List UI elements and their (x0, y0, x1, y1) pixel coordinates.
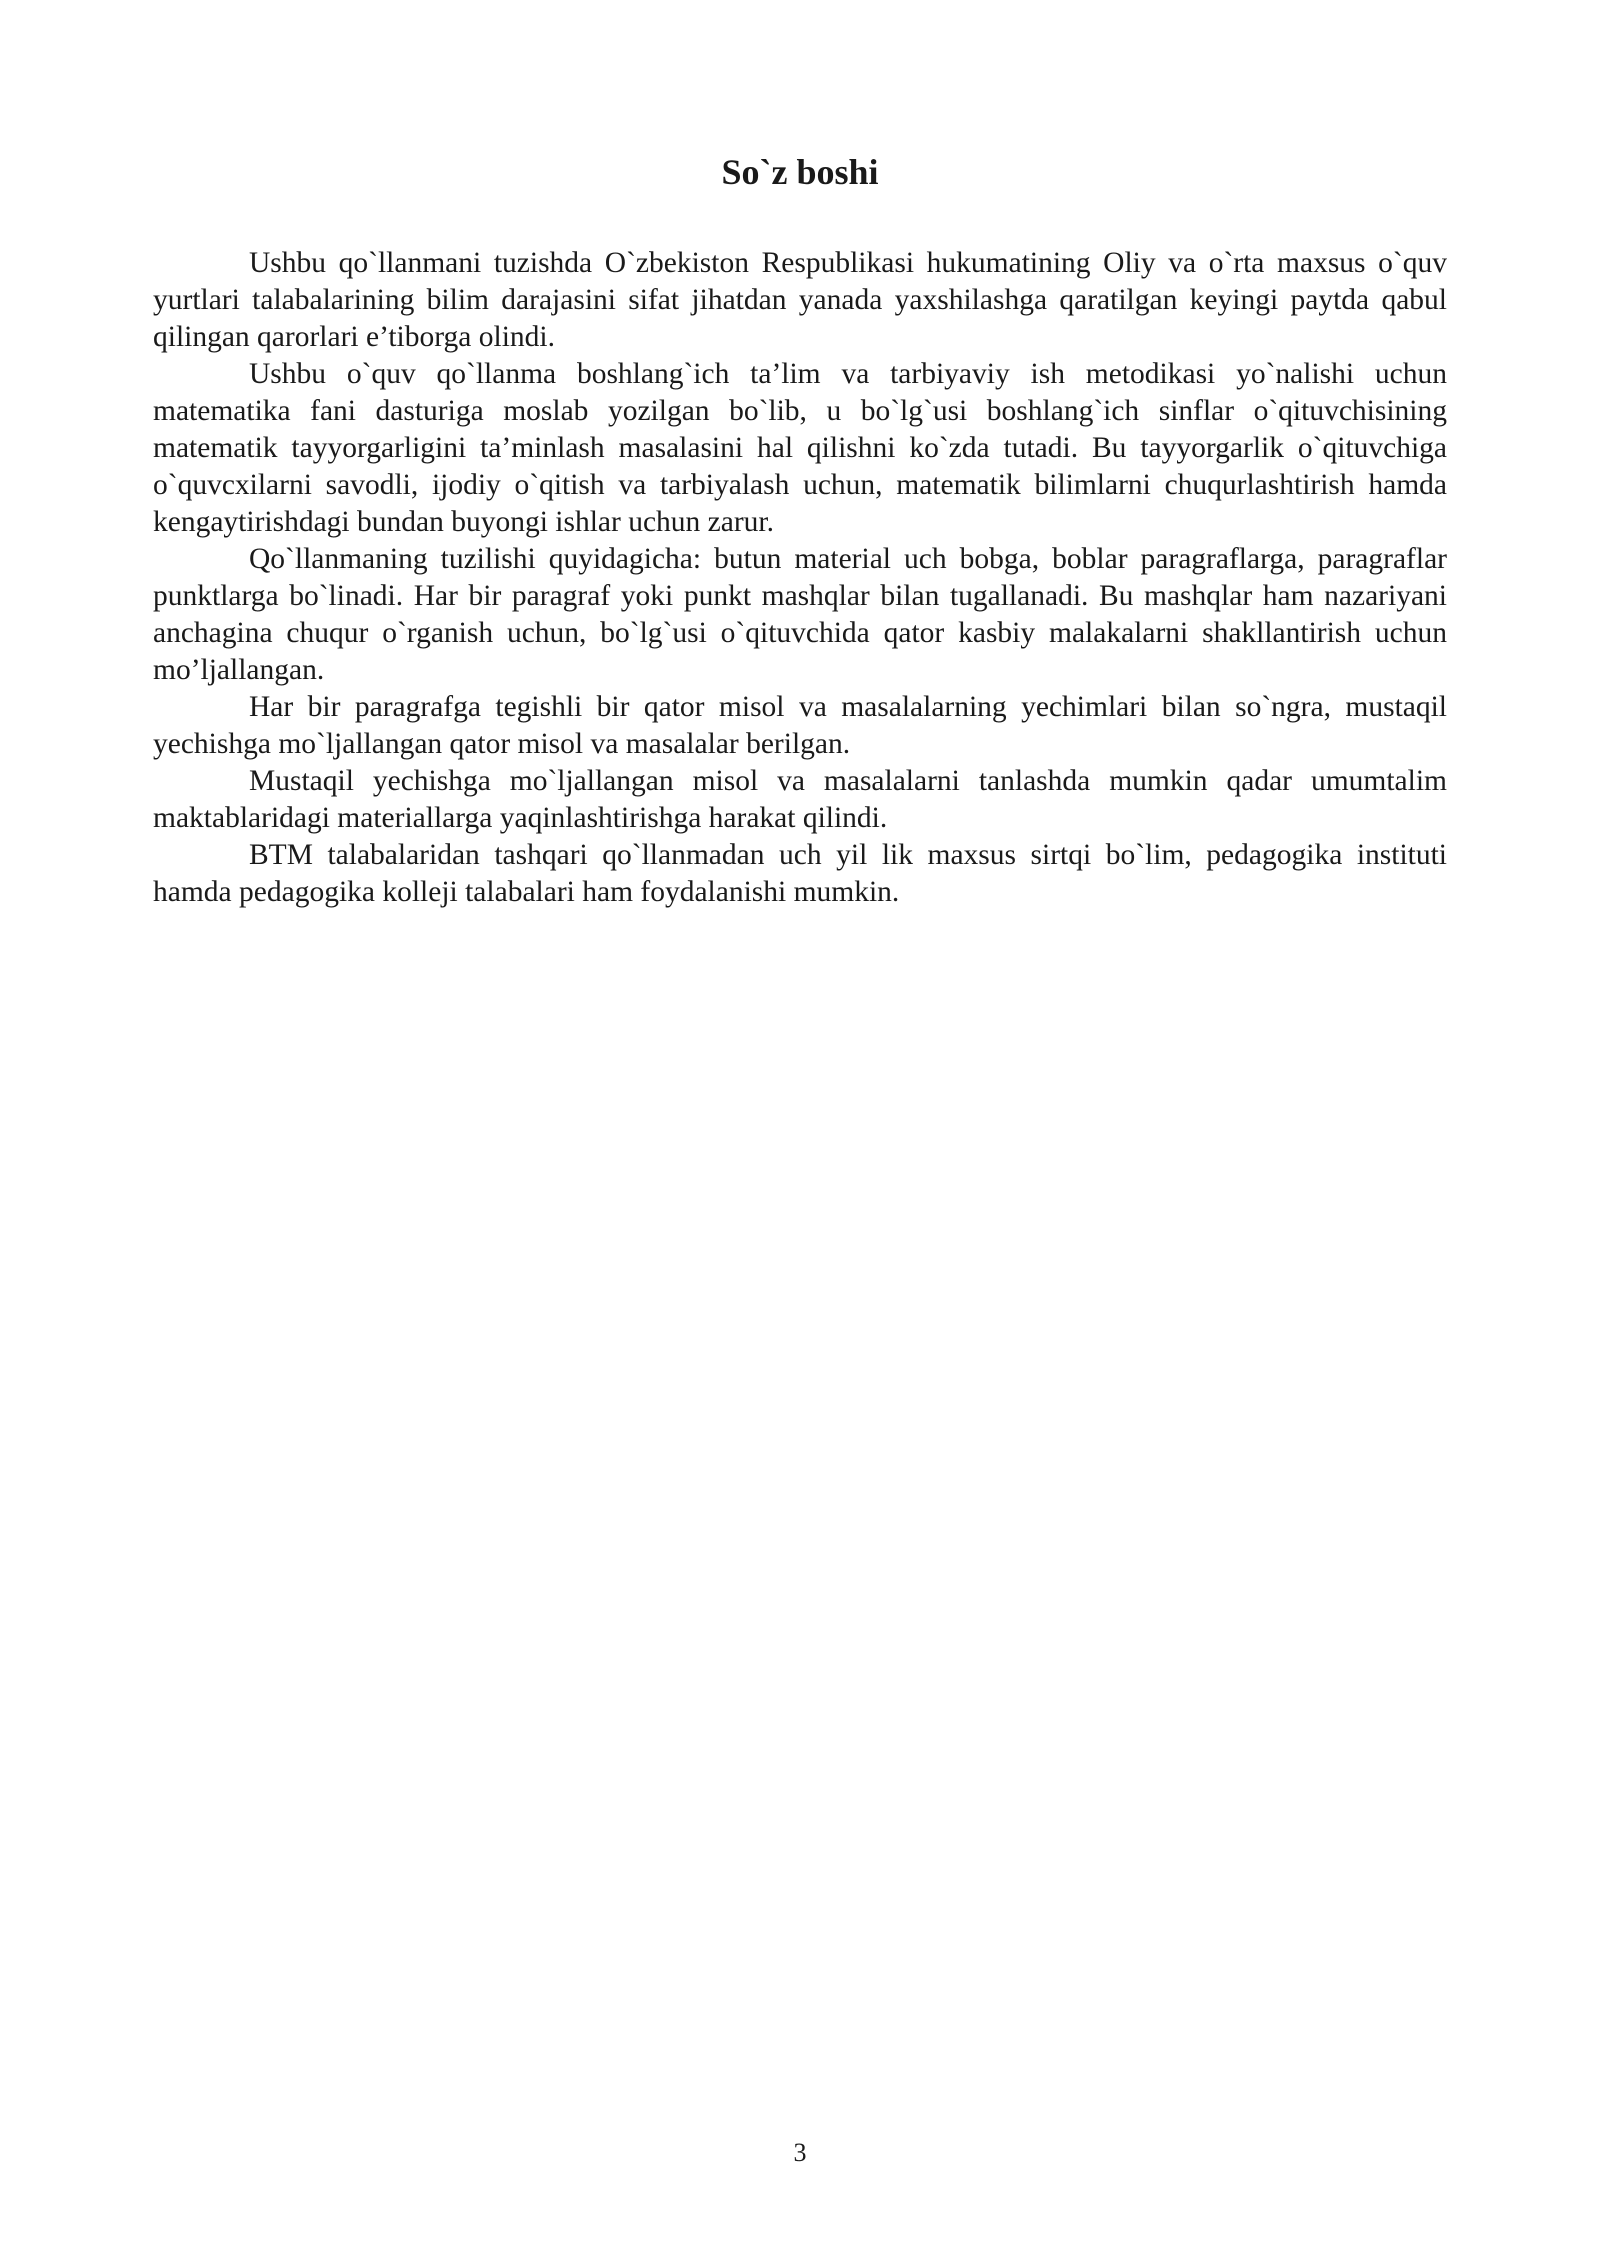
paragraph-1: Ushbu qo`llanmani tuzishda O`zbekiston Respublikasi hukumatining Oliy va o`rta maxsus o`quv yurtlari talabalarining bilim darajasini sifat jihatdan yanada yaxshilashga qaratilgan keyingi paytda qabul qilingan qarorlari e’tiborga olindi. (153, 247, 1447, 353)
page-number: 3 (793, 2138, 807, 2167)
page-title: So`z boshi (721, 152, 879, 192)
paragraph-2: Ushbu o`quv qo`llanma boshlang`ich ta’lim va tarbiyaviy ish metodikasi yo`nalishi uchun matematika fani dasturiga moslab yozilgan bo`lib, u bo`lg`usi boshlang`ich sinflar o`qituvchisining matematik tayyorgarligini ta’minlash masalasini hal qilishni ko`zda tutadi. Bu tayyorgarlik o`qituvchiga o`quvcxilarni savodli, ijodiy o`qitish va tarbiyalash uchun, matematik bilimlarni chuqurlashtirish hamda kengaytirishdagi bundan buyongi ishlar uchun zarur. (153, 358, 1447, 538)
paragraph-5: Mustaqil yechishga mo`ljallangan misol va masalalarni tanlashda mumkin qadar umumtalim maktablaridagi materiallarga yaqinlashtirishga harakat qilindi. (153, 765, 1447, 834)
paragraph-3: Qo`llanmaning tuzilishi quyidagicha: butun material uch bobga, boblar paragraflarga, paragraflar punktlarga bo`linadi. Har bir paragraf yoki punkt mashqlar bilan tugallanadi. Bu mashqlar ham nazariyani anchagina chuqur o`rganish uchun, bo`lg`usi o`qituvchida qator kasbiy malakalarni shakllantirish uchun mo’ljallangan. (153, 543, 1447, 686)
body-text (153, 245, 1447, 911)
paragraph-4: Har bir paragrafga tegishli bir qator misol va masalalarning yechimlari bilan so`ngra, mustaqil yechishga mo`ljallangan qator misol va masalalar berilgan. (153, 691, 1447, 760)
paragraph-6: BTM talabalaridan tashqari qo`llanmadan uch yil lik maxsus sirtqi bo`lim, pedagogika instituti hamda pedagogika kolleji talabalari ham foydalanishi mumkin. (153, 839, 1447, 908)
